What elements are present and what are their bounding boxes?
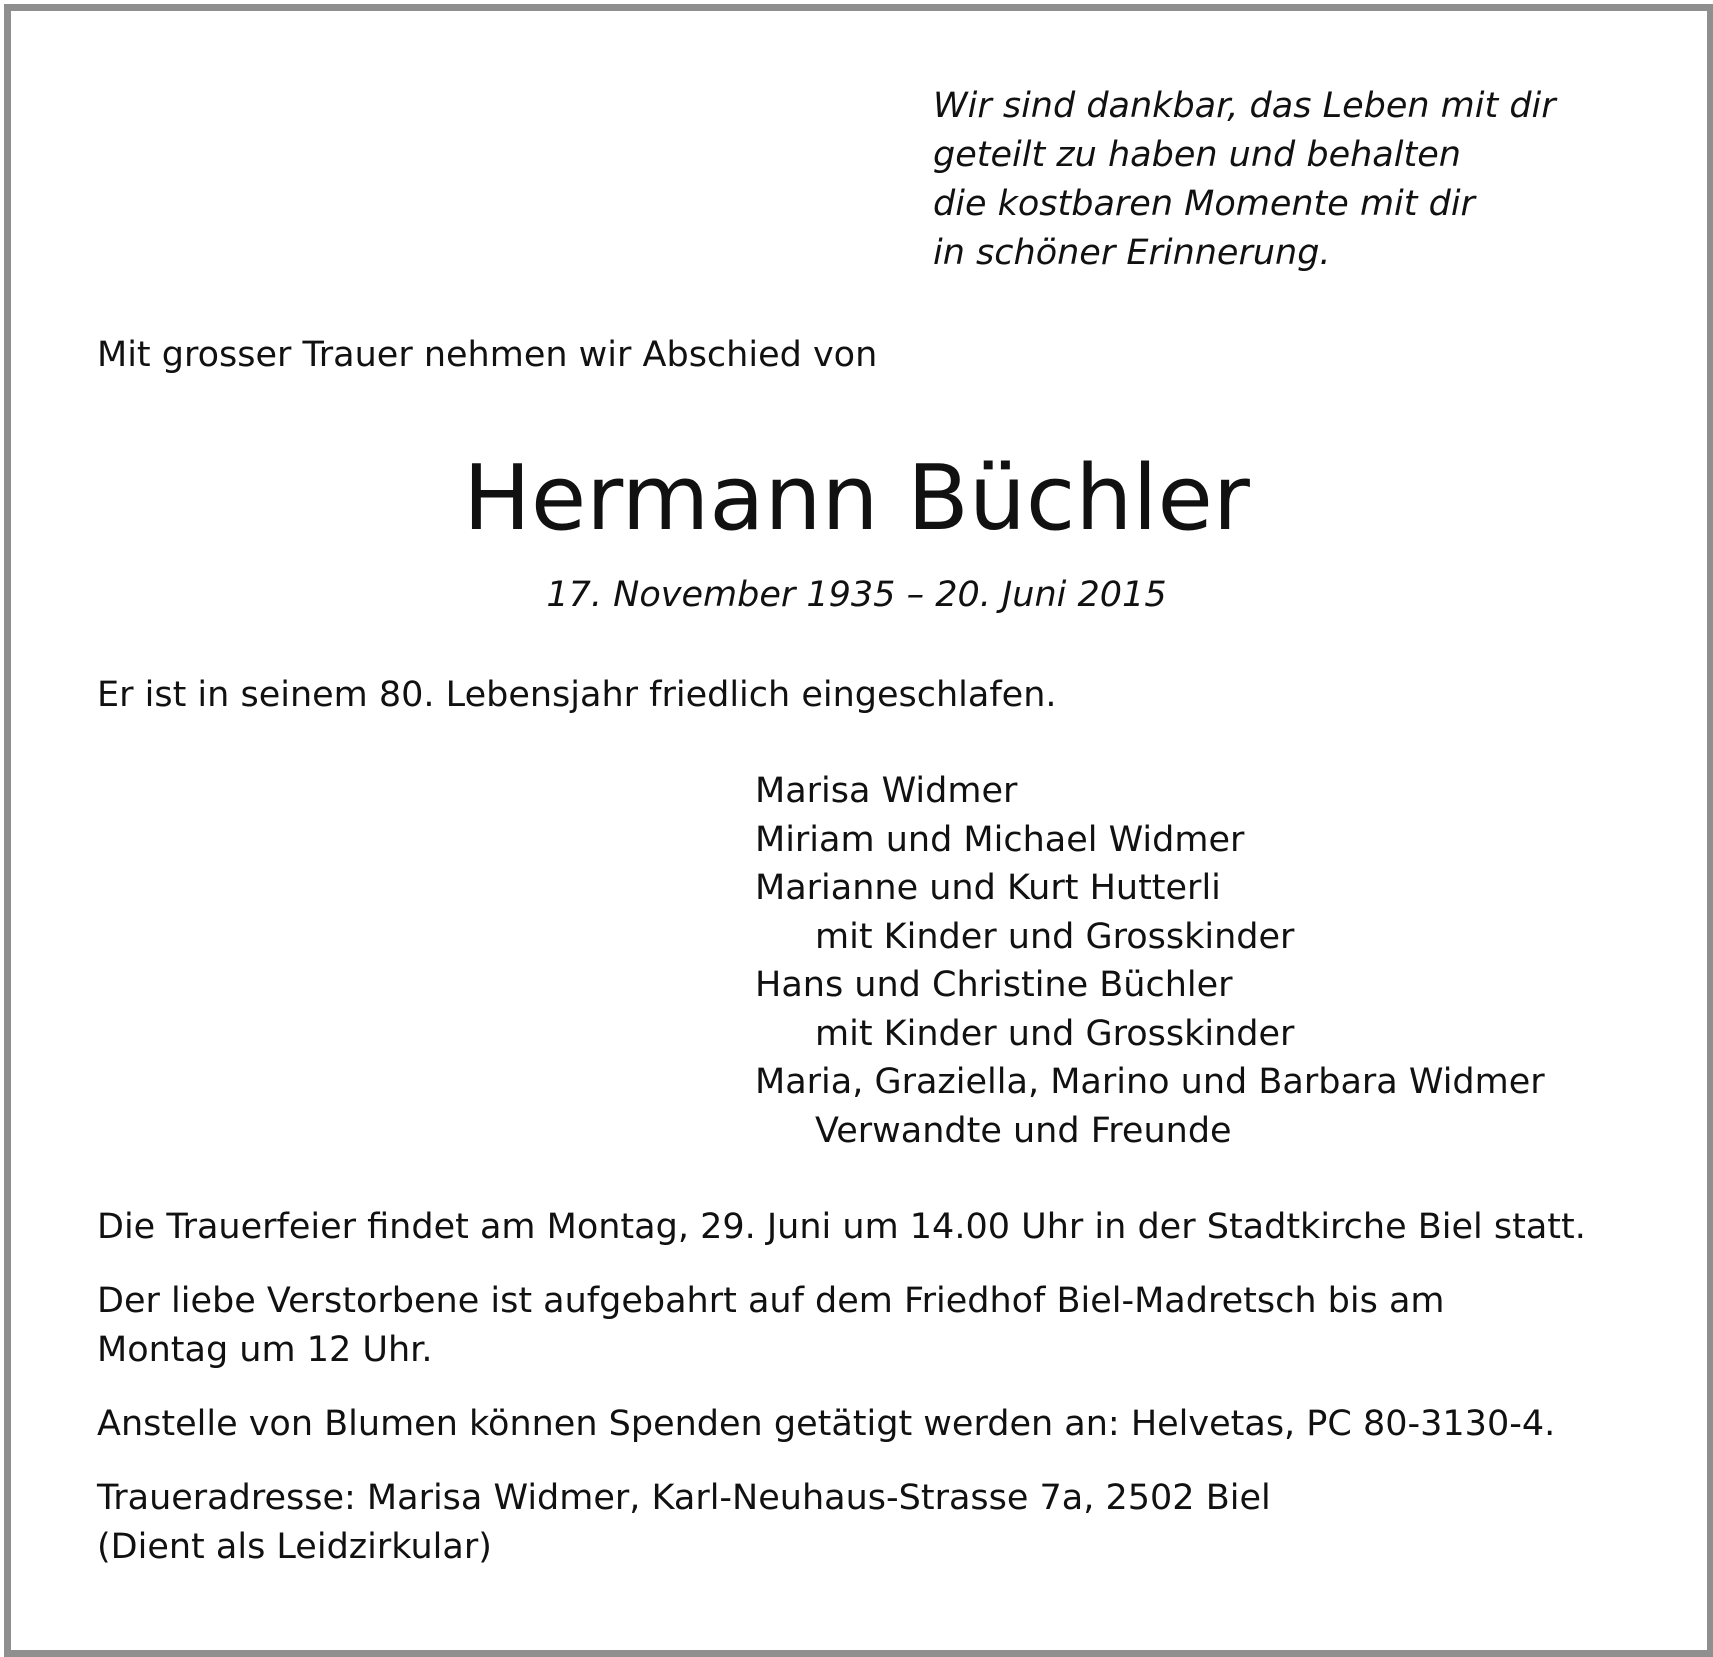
mourners-list: [755, 767, 1545, 1155]
mourner-line: Hans und Christine Büchler: [755, 965, 1233, 1005]
quote-line: die kostbaren Momente mit dir: [933, 184, 1475, 224]
address-line: Traueradresse: Marisa Widmer, Karl-Neuhaus-Strasse 7a, 2502 Biel: [97, 1478, 1271, 1518]
mourner-subline: mit Kinder und Grosskinder: [815, 916, 1295, 957]
life-dates: 17. November 1935 – 20. Juni 2015: [546, 575, 1167, 615]
donation-info: Anstelle von Blumen können Spenden getätigt werden an: Helvetas, PC 80-3130-4.: [97, 1404, 1556, 1444]
mourner-line: Miriam und Michael Widmer: [755, 819, 1245, 860]
mourner-line: Maria, Graziella, Marino und Barbara Widmer: [755, 1062, 1545, 1102]
memorial-quote: [933, 82, 1556, 278]
mourner-subline: Verwandte und Freunde: [815, 1110, 1232, 1151]
ceremony-info: Die Trauerfeier findet am Montag, 29. Juni um 14.00 Uhr in der Stadtkirche Biel statt.: [97, 1207, 1586, 1247]
deceased-name: Hermann Büchler: [463, 446, 1250, 551]
viewing-line: Der liebe Verstorbene ist aufgebahrt auf dem Friedhof Biel-Madretsch bis am: [97, 1281, 1445, 1321]
passing-statement: Er ist in seinem 80. Lebensjahr friedlich eingeschlafen.: [97, 675, 1057, 715]
mourner-line: Marianne und Kurt Hutterli: [755, 868, 1221, 908]
mourner-line: Marisa Widmer: [755, 771, 1018, 811]
mourner-subline: mit Kinder und Grosskinder: [815, 1013, 1295, 1054]
viewing-info: [97, 1277, 1444, 1375]
intro-text: Mit grosser Trauer nehmen wir Abschied von: [97, 335, 878, 375]
address-note: (Dient als Leidzirkular): [97, 1527, 492, 1567]
quote-line: geteilt zu haben und behalten: [933, 135, 1461, 175]
quote-line: Wir sind dankbar, das Leben mit dir: [933, 86, 1556, 126]
viewing-line: Montag um 12 Uhr.: [97, 1330, 433, 1370]
mourning-address: [97, 1474, 1271, 1572]
quote-line: in schöner Erinnerung.: [933, 233, 1331, 273]
